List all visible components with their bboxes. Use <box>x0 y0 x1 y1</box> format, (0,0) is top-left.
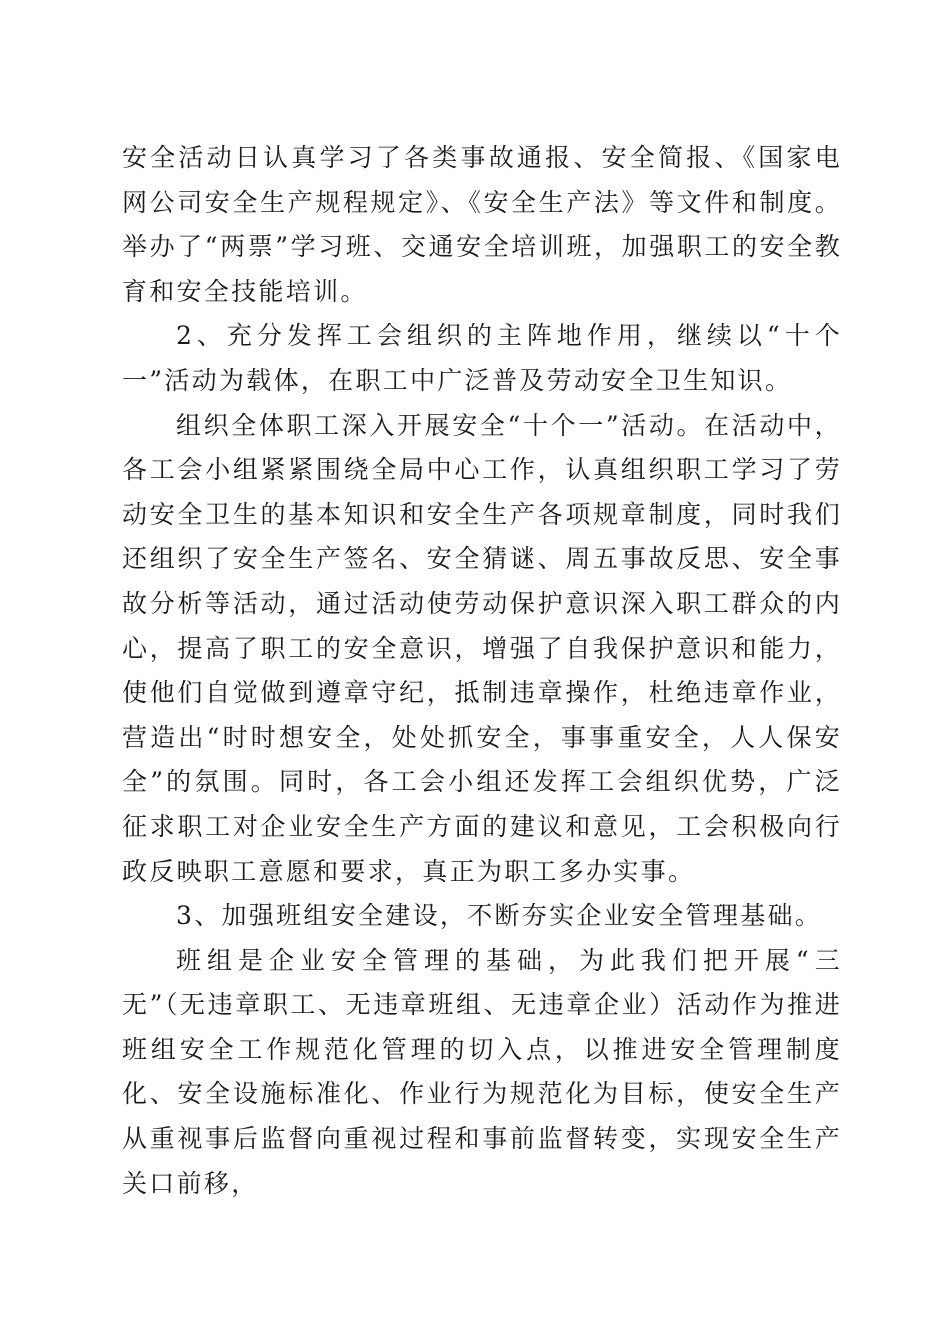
paragraph-heading-2: 2、充分发挥工会组织的主阵地作用，继续以“十个一”活动为载体，在职工中广泛普及劳动安全卫生知识。 <box>122 321 842 395</box>
paragraph-heading-3: 3、加强班组安全建设，不断夯实企业安全管理基础。 <box>176 901 823 931</box>
paragraph-team-safety: 班组是企业安全管理的基础，为此我们把开展“三无”（无违章职工、无违章班组、无违章企业）活动作为推进班组安全工作规范化管理的切入点，以推进安全管理制度化、安全设施标准化、作业行为规范化为目标，使安全生产从重视事后监督向重视过程和事前监督转变，实现安全生产关口前移， <box>122 945 842 1198</box>
document-body <box>122 136 842 1206</box>
paragraph-ten-activities: 组织全体职工深入开展安全“十个一”活动。在活动中，各工会小组紧紧围绕全局中心工作，认真组织职工学习了劳动安全卫生的基本知识和安全生产各项规章制度，同时我们还组织了安全生产签名、安全猜谜、周五事故反思、安全事故分析等活动，通过活动使劳动保护意识深入职工群众的内心，提高了职工的安全意识，增强了自我保护意识和能力，使他们自觉做到遵章守纪，抵制违章操作，杜绝违章作业，营造出“时时想安全，处处抓安全，事事重安全，人人保安全”的氛围。同时，各工会小组还发挥工会组织优势，广泛征求职工对企业安全生产方面的建议和意见，工会积极向行政反映职工意愿和要求，真正为职工多办实事。 <box>122 410 842 886</box>
paragraph-safety-study: 安全活动日认真学习了各类事故通报、安全简报、《国家电网公司安全生产规程规定》、《安全生产法》等文件和制度。举办了“两票”学习班、交通安全培训班，加强职工的安全教育和安全技能培训。 <box>122 143 842 306</box>
